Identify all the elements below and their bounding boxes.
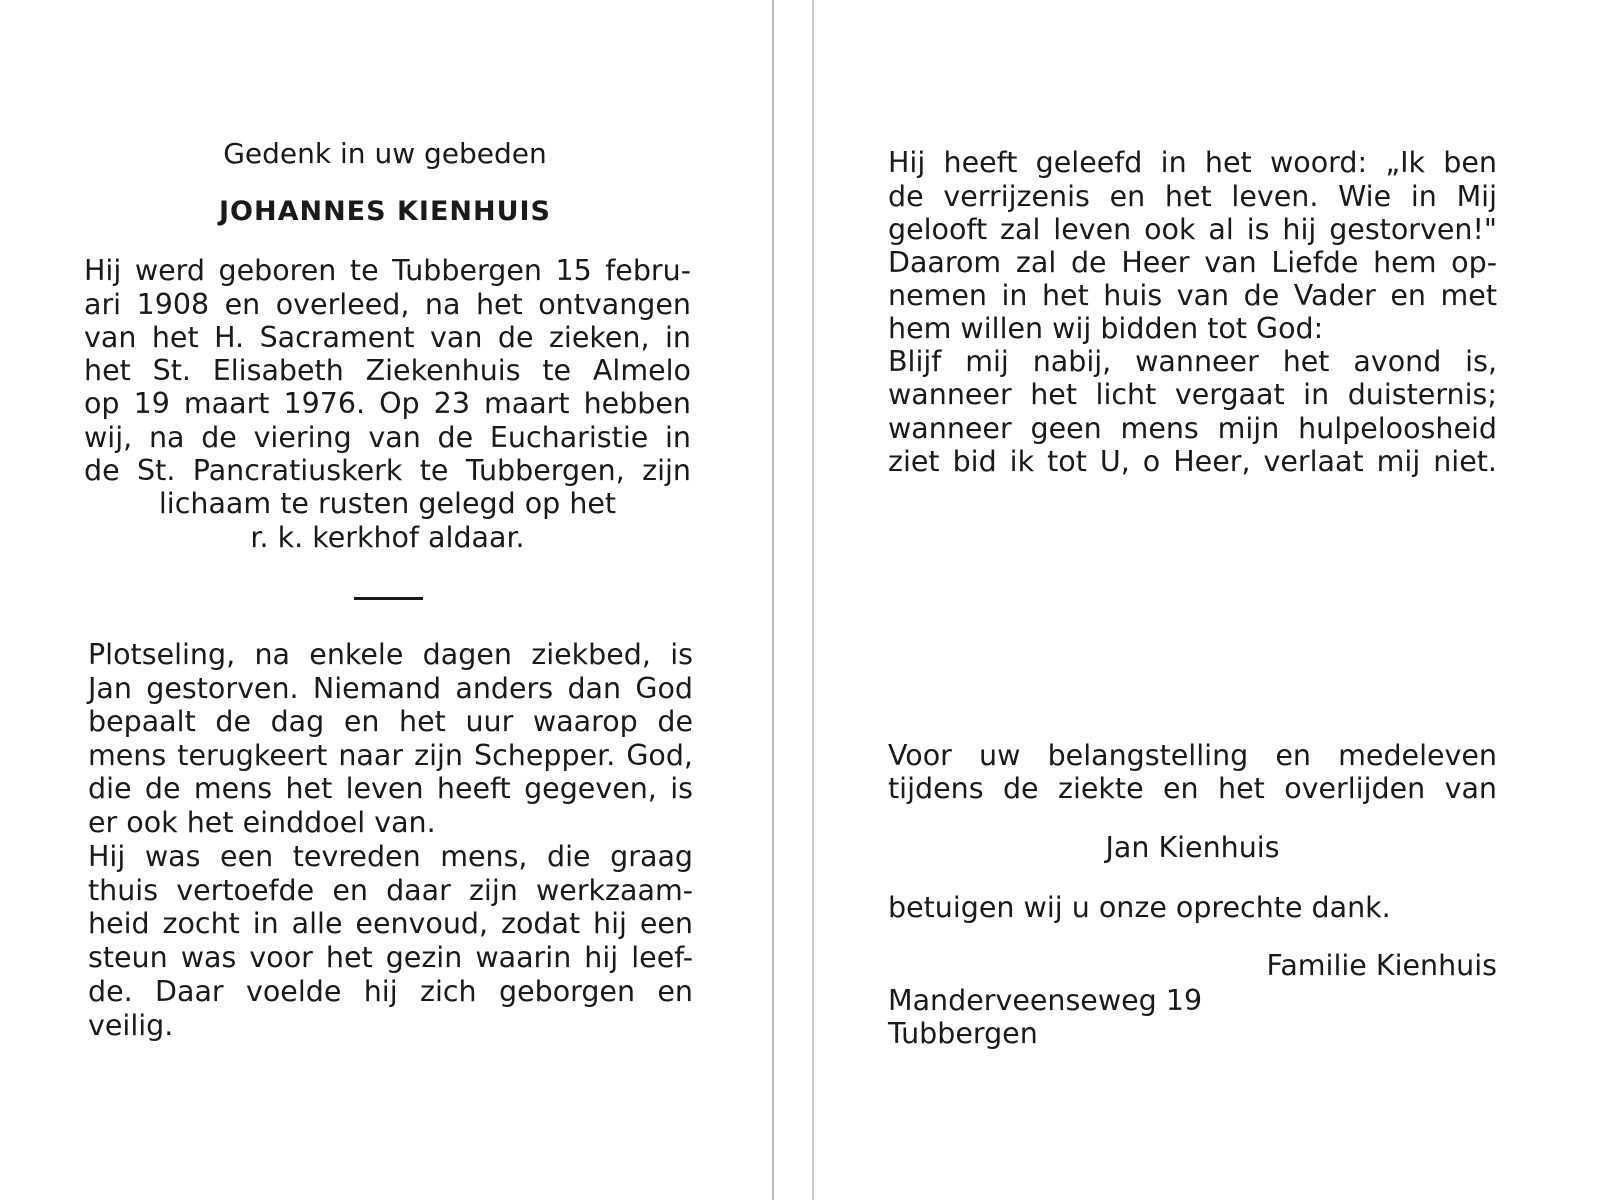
prayer-line: nemen in het huis van de Vader en met xyxy=(888,279,1497,312)
right-page xyxy=(812,0,1597,1200)
prayer-line: Daarom zal de Heer van Liefde hem op- xyxy=(888,246,1497,279)
family-signature: Familie Kienhuis xyxy=(1266,949,1497,982)
prayer-line: wanneer het licht vergaat in duisternis; xyxy=(888,378,1497,411)
prayer-line: wanneer geen mens mijn hulpeloosheid xyxy=(888,412,1497,445)
remembrance-line: er ook het einddoel van. xyxy=(88,806,436,839)
remembrance-line: Hij was een tevreden mens, die graag xyxy=(88,840,693,873)
biography-line: op 19 maart 1976. Op 23 maart hebben xyxy=(84,387,691,420)
remembrance-line: de. Daar voelde hij zich geborgen en xyxy=(88,975,693,1008)
thanks-name: Jan Kienhuis xyxy=(1105,831,1280,864)
biography-line: het St. Elisabeth Ziekenhuis te Almelo xyxy=(84,354,691,387)
section-divider xyxy=(354,597,423,600)
biography-line: ari 1908 en overleed, na het ontvangen xyxy=(84,288,691,321)
prayer-heading: Gedenk in uw gebeden xyxy=(223,137,547,170)
prayer-line: Hij heeft geleefd in het woord: „Ik ben xyxy=(888,146,1497,179)
remembrance-line: veilig. xyxy=(88,1009,174,1042)
biography-line: Hij werd geboren te Tubbergen 15 febru- xyxy=(84,254,691,287)
remembrance-line: thuis vertoefde en daar zijn werkzaam- xyxy=(88,874,693,907)
biography-line: wij, na de viering van de Eucharistie in xyxy=(84,421,691,454)
remembrance-line: die de mens het leven heeft gegeven, is xyxy=(88,772,693,805)
biography-line: de St. Pancratiuskerk te Tubbergen, zijn xyxy=(84,454,691,487)
biography-line: r. k. kerkhof aldaar. xyxy=(250,521,525,554)
remembrance-line: Jan gestorven. Niemand anders dan God xyxy=(88,672,693,705)
prayer-line: gelooft zal leven ook al is hij gestorven!" xyxy=(888,213,1497,246)
address-street: Manderveenseweg 19 xyxy=(888,984,1203,1017)
prayer-line: de verrijzenis en het leven. Wie in Mij xyxy=(888,180,1497,213)
fold-line xyxy=(772,0,774,1200)
biography-line: lichaam te rusten gelegd op het xyxy=(158,487,617,520)
address-town: Tubbergen xyxy=(888,1017,1038,1050)
thanks-closing: betuigen wij u onze oprechte dank. xyxy=(888,891,1391,924)
thanks-line: Voor uw belangstelling en medeleven xyxy=(888,739,1497,772)
biography-line: van het H. Sacrament van de zieken, in xyxy=(84,321,691,354)
remembrance-line: mens terugkeert naar zijn Schepper. God, xyxy=(88,739,693,772)
prayer-line: hem willen wij bidden tot God: xyxy=(888,312,1324,345)
left-page xyxy=(0,0,772,1200)
remembrance-line: heid zocht in alle eenvoud, zodat hij een xyxy=(88,907,693,940)
prayer-line: Blijf mij nabij, wanneer het avond is, xyxy=(888,345,1497,378)
remembrance-line: steun was voor het gezin waarin hij leef- xyxy=(88,941,693,974)
deceased-name: JOHANNES KIENHUIS xyxy=(219,196,551,227)
thanks-line: tijdens de ziekte en het overlijden van xyxy=(888,772,1497,805)
prayer-line: ziet bid ik tot U, o Heer, verlaat mij niet. xyxy=(888,445,1497,478)
remembrance-line: Plotseling, na enkele dagen ziekbed, is xyxy=(88,638,693,671)
remembrance-line: bepaalt de dag en het uur waarop de xyxy=(88,705,693,738)
